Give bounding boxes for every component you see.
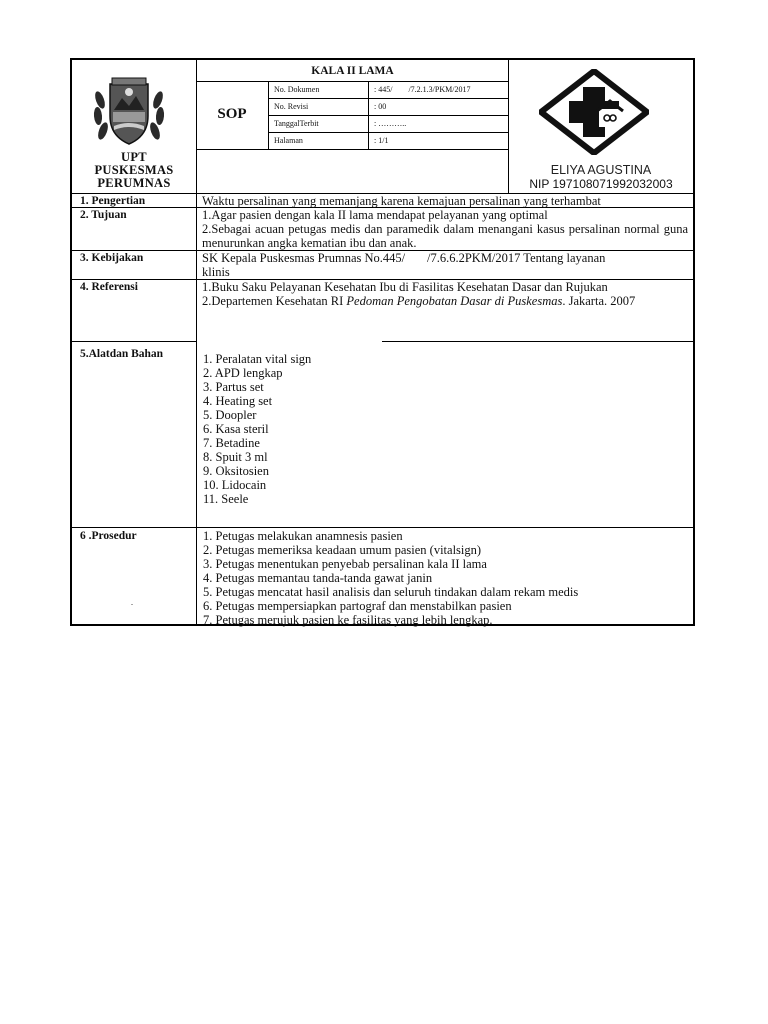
sop-label: SOP — [217, 106, 247, 122]
section-label-pengertian: 1. Pengertian — [80, 195, 146, 207]
institution-name: UPT PUSKESMAS PERUMNAS — [94, 150, 174, 190]
divider — [196, 81, 509, 82]
divider — [196, 193, 197, 624]
divider — [268, 98, 509, 99]
divider — [196, 60, 197, 193]
section-label-kebijakan: 3. Kebijakan — [80, 252, 144, 264]
meta-label-no-dokumen: No. Dokumen — [274, 85, 320, 94]
tujuan-list — [202, 208, 688, 250]
list-item: 2. Petugas memeriksa keadaan umum pasien (vitalsign) — [203, 543, 482, 557]
prosedur-list — [203, 529, 691, 627]
list-item: 5. Doopler — [203, 408, 257, 422]
tujuan-item: 2.Sebagai acuan petugas medis dan paramedik dalam menangani kasus persalinan normal guna menurunkan angka kematian ibu dan anak. — [202, 222, 688, 250]
meta-value-no-dokumen: : 445/ /7.2.1.3/PKM/2017 — [374, 85, 471, 94]
signer-nip: NIP 197108071992032003 — [529, 177, 673, 191]
referensi-item: 2.Departemen Kesehatan RI Pedoman Pengobatan Dasar di Puskesmas. Jakarta. 2007 — [202, 294, 636, 308]
divider — [72, 527, 693, 528]
list-item: 4. Petugas memantau tanda-tanda gawat janin — [203, 571, 433, 585]
list-item: 5. Petugas mencatat hasil analisis dan seluruh tindakan dalam rekam medis — [203, 585, 579, 599]
list-item: 2. APD lengkap — [203, 366, 283, 380]
pengertian-text: Waktu persalinan yang memanjang karena kemajuan persalinan yang terhambat — [202, 194, 601, 208]
document-title: KALA II LAMA — [311, 65, 394, 77]
divider — [382, 341, 693, 342]
referensi-item: 1.Buku Saku Pelayanan Kesehatan Ibu di Fasilitas Kesehatan Dasar dan Rujukan — [202, 280, 608, 294]
meta-value-halaman: : 1/1 — [374, 136, 389, 145]
list-item: 1. Peralatan vital sign — [203, 352, 312, 366]
sop-document-frame — [70, 58, 695, 626]
meta-label-tanggal-terbit: TanggalTerbit — [274, 119, 319, 128]
list-item: 9. Oksitosien — [203, 464, 269, 478]
list-item: 7. Petugas merujuk pasien ke fasilitas yang lebih lengkap. — [203, 613, 493, 627]
puskesmas-cross-logo-icon — [539, 69, 649, 155]
list-item: 8. Spuit 3 ml — [203, 450, 268, 464]
prosedur-dot: . — [131, 598, 133, 607]
section-label-referensi: 4. Referensi — [80, 281, 138, 293]
list-item: 10. Lidocain — [203, 478, 267, 492]
list-item: 6. Petugas mempersiapkan partograf dan menstabilkan pasien — [203, 599, 512, 613]
signer-name: ELIYA AGUSTINA — [550, 163, 652, 177]
divider — [196, 149, 509, 150]
divider — [72, 341, 196, 342]
kebijakan-text: SK Kepala Puskesmas Prumnas No.445/ /7.6.6.2PKM/2017 Tentang layanan klinis — [202, 251, 609, 279]
meta-label-no-revisi: No. Revisi — [274, 102, 309, 111]
list-item: 7. Betadine — [203, 436, 260, 450]
list-item: 1. Petugas melakukan anamnesis pasien — [203, 529, 403, 543]
meta-label-halaman: Halaman — [274, 136, 303, 145]
section-label-tujuan: 2. Tujuan — [80, 209, 127, 221]
tujuan-item: 1.Agar pasien dengan kala II lama mendapat pelayanan yang optimal — [202, 208, 548, 222]
list-item: 3. Petugas menentukan penyebab persalinan kala II lama — [203, 557, 487, 571]
meta-value-no-revisi: : 00 — [374, 102, 387, 111]
divider — [268, 132, 509, 133]
alat-bahan-list — [203, 352, 503, 506]
referensi-list — [202, 280, 688, 308]
list-item: 11. Seele — [203, 492, 249, 506]
regional-emblem-icon — [90, 70, 168, 148]
section-label-alat-bahan: 5.Alatdan Bahan — [80, 348, 164, 360]
meta-value-tanggal-terbit: : ……….. — [374, 119, 407, 128]
list-item: 3. Partus set — [203, 380, 264, 394]
list-item: 4. Heating set — [203, 394, 273, 408]
list-item: 6. Kasa steril — [203, 422, 269, 436]
section-label-prosedur: 6 .Prosedur — [80, 530, 137, 542]
divider — [268, 115, 509, 116]
